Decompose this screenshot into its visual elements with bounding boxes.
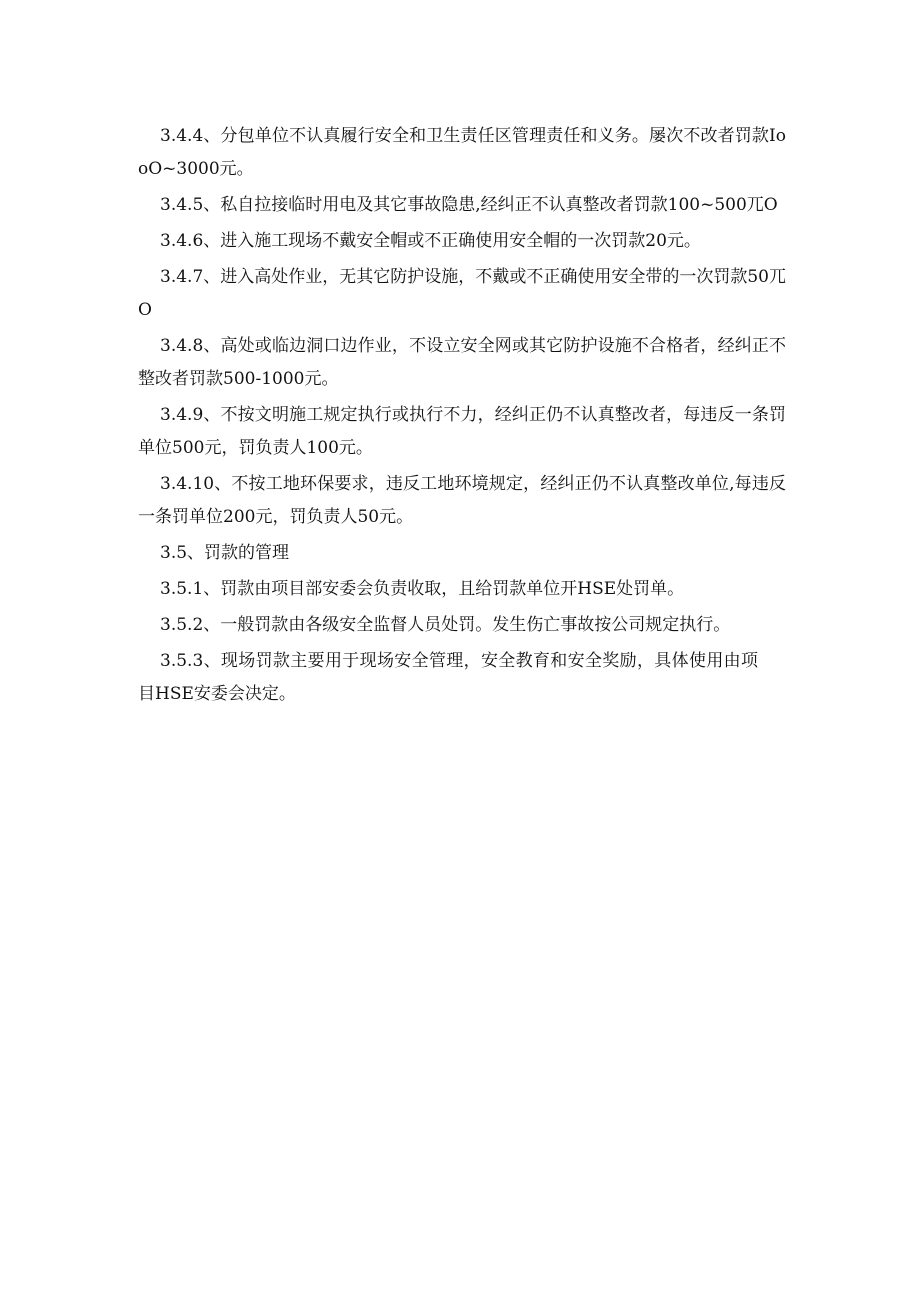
paragraph-3-4-8: 3.4.8、高处或临边洞口边作业，不设立安全网或其它防护设施不合格者，经纠正不整改者罚款500-1000元。 [138,336,786,389]
paragraph-3-5-1: 3.5.1、罚款由项目部安委会负责收取，且给罚款单位开HSE处罚单。 [160,579,685,599]
paragraph-3-4-4: 3.4.4、分包单位不认真履行安全和卫生责任区管理责任和义务。屡次不改者罚款IooO~3000元。 [138,126,786,179]
paragraph-3-4-5: 3.4.5、私自拉接临时用电及其它事故隐患,经纠正不认真整改者罚款100~500兀O [160,195,778,215]
section-heading-3-5: 3.5、罚款的管理 [160,543,290,563]
paragraph-3-5-2: 3.5.2、一般罚款由各级安全监督人员处罚。发生伤亡事故按公司规定执行。 [160,615,731,635]
paragraph-3-4-7: 3.4.7、进入高处作业，无其它防护设施，不戴或不正确使用安全带的一次罚款50兀O [138,267,786,320]
paragraph-3-4-10: 3.4.10、不按工地环保要求，违反工地环境规定，经纠正仍不认真整改单位,每违反一条罚单位200元，罚负责人50元。 [138,474,786,527]
document-body [138,120,786,714]
paragraph-3-4-6: 3.4.6、进入施工现场不戴安全帽或不正确使用安全帽的一次罚款20元。 [160,231,701,251]
paragraph-3-4-9: 3.4.9、不按文明施工规定执行或执行不力，经纠正仍不认真整改者，每违反一条罚单位500元，罚负责人100元。 [138,405,786,458]
paragraph-3-5-3: 3.5.3、现场罚款主要用于现场安全管理，安全教育和安全奖励，具体使用由项目HSE安委会决定。 [138,651,758,704]
